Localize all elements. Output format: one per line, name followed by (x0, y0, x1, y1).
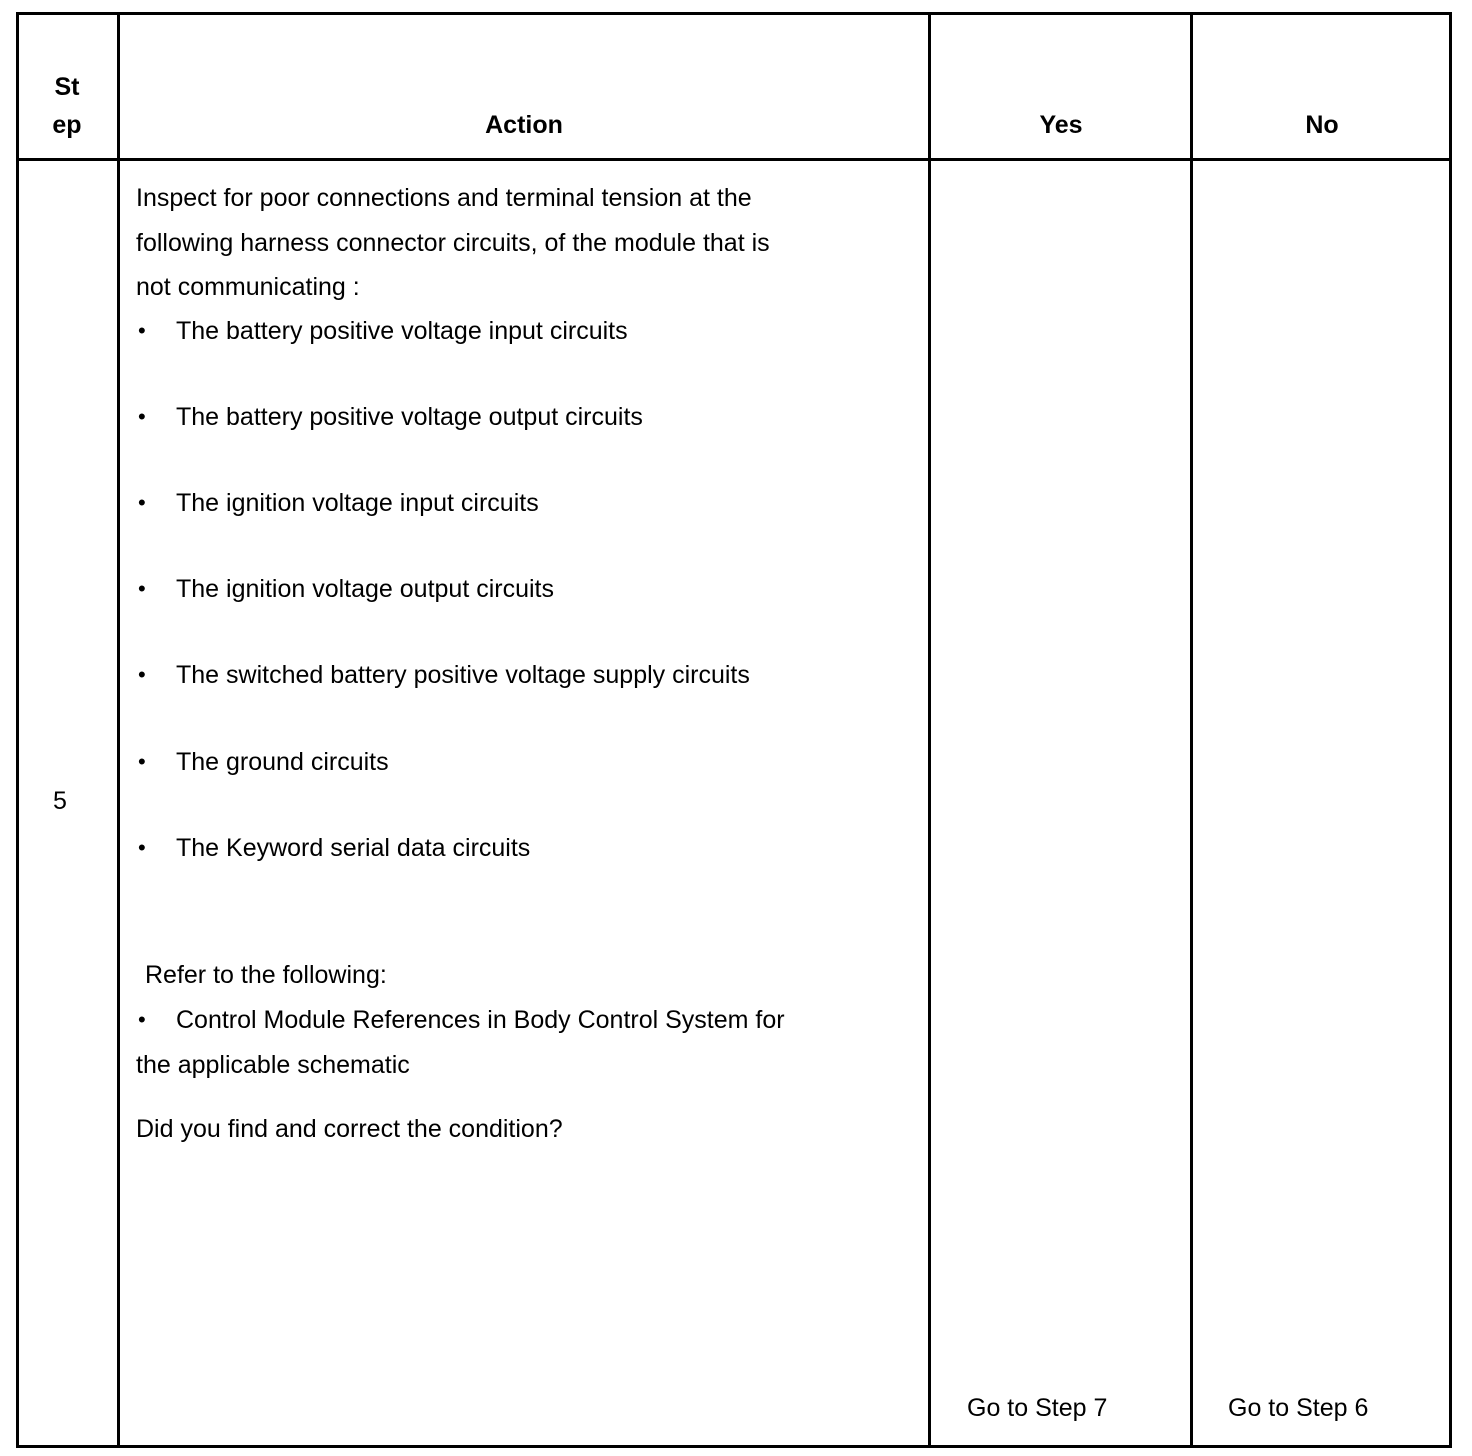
header-step-line2: ep (52, 111, 82, 139)
header-no: No (1305, 111, 1339, 139)
bullet-icon: • (138, 404, 146, 429)
bullet-icon: • (138, 835, 146, 860)
diagnostic-step-table (16, 12, 1452, 1448)
table-border-bottom (16, 1445, 1452, 1448)
table-border-right (1449, 12, 1452, 1448)
header-yes: Yes (1039, 111, 1083, 139)
column-divider-step (117, 12, 120, 1448)
circuit-label: The battery positive voltage input circuits (176, 317, 628, 345)
question-text: Did you find and correct the condition? (136, 1115, 563, 1143)
bullet-icon: • (138, 490, 146, 515)
column-divider-action (928, 12, 931, 1448)
bullet-icon: • (138, 318, 146, 343)
intro-line-2: following harness connector circuits, of the module that is (136, 229, 770, 257)
circuit-label: The switched battery positive voltage supply circuits (176, 661, 750, 689)
circuit-label: The Keyword serial data circuits (176, 834, 531, 862)
bullet-icon: • (138, 749, 146, 774)
column-divider-yes (1190, 12, 1193, 1448)
bullet-icon: • (138, 1007, 146, 1032)
reference-line-2: the applicable schematic (136, 1051, 410, 1079)
no-go-to-step-link[interactable]: Go to Step 6 (1228, 1394, 1369, 1422)
circuit-label: The battery positive voltage output circuits (176, 403, 643, 431)
header-separator (16, 158, 1452, 161)
circuit-label: The ignition voltage input circuits (176, 489, 539, 517)
header-step-line1: St (54, 73, 80, 101)
header-action: Action (485, 111, 563, 139)
bullet-icon: • (138, 576, 146, 601)
refer-label: Refer to the following: (145, 961, 387, 989)
circuit-label: The ignition voltage output circuits (176, 575, 554, 603)
table-border-left (16, 12, 19, 1448)
intro-line-1: Inspect for poor connections and terminal tension at the (136, 184, 752, 212)
table-border-top (16, 12, 1452, 15)
header-step (16, 68, 118, 144)
circuit-label: The ground circuits (176, 748, 389, 776)
intro-line-3: not communicating : (136, 273, 360, 301)
step-number: 5 (53, 787, 67, 815)
bullet-icon: • (138, 662, 146, 687)
reference-line-1: Control Module References in Body Control System for (176, 1006, 785, 1034)
yes-go-to-step-link[interactable]: Go to Step 7 (967, 1394, 1108, 1422)
